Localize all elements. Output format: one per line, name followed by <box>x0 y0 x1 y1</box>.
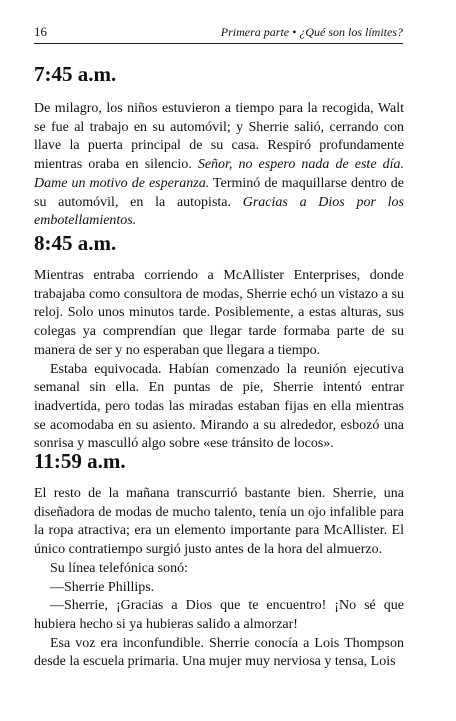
text-run: —Sherrie Phillips. <box>50 579 155 595</box>
page-number: 16 <box>34 24 47 39</box>
paragraph <box>34 597 404 634</box>
time-heading: 7:45 a.m. <box>34 62 117 86</box>
section-1159 <box>34 449 404 672</box>
running-head: Primera parte • ¿Qué son los límites? <box>220 25 403 39</box>
time-heading: 8:45 a.m. <box>34 231 117 255</box>
paragraph <box>34 267 404 361</box>
paragraph <box>34 635 404 672</box>
text-run: Estaba equivocada. Habían comenzado la reunión ejecutiva semanal sin ella. En puntas de pie, Sherrie intentó entrar inadvertida, pero todas las miradas estaban fijas en ella mientras se acomodaba en su asiento. Mirando a su alrededor, esbozó una sonrisa y masculló algo sobre «ese tránsito de locos». <box>34 361 404 452</box>
running-header <box>34 21 403 44</box>
section-745 <box>34 62 404 231</box>
paragraph <box>34 579 404 598</box>
italic-text: Gracias a Dios por los embotellamientos. <box>34 194 404 229</box>
section-body <box>34 267 404 454</box>
section-845 <box>34 231 404 454</box>
paragraph <box>34 560 404 579</box>
text-run: El resto de la mañana transcurrió bastante bien. Sherrie, una diseñadora de modas de mucho talento, tenía un ojo infalible para la ropa atractiva; era un elemento importante para McAllister. El único contratiempo surgió justo antes de la hora del almuerzo. <box>34 486 404 558</box>
italic-text: Señor, no espero nada de este día. Dame un motivo de esperanza. <box>34 157 404 191</box>
text-run: De milagro, los niños estuvieron a tiempo para la recogida, Walt se fue al trabajo en su automóvil; y Sherrie salió, cerrando con llave la puerta principal de su casa. Respiró profundamente mientras oraba en silencio. <box>34 101 404 173</box>
text-run: —Sherrie, ¡Gracias a Dios que te encuentro! ¡No sé que hubiera hecho si ya hubieras salido a almorzar! <box>34 598 404 632</box>
text-run: Su línea telefónica sonó: <box>50 560 189 576</box>
section-body <box>34 485 404 672</box>
paragraph <box>34 361 404 455</box>
text-run: Mientras entraba corriendo a McAllister Enterprises, donde trabajaba como consultora de modas, Sherrie echó un vistazo a su reloj. Solo unos minutos tarde. Posiblemente, a estas alturas, sus colegas ya comprendían que llegar tarde formaba parte de su manera de ser y no esperaban que llegara a tiempo. <box>34 268 404 358</box>
paragraph <box>34 485 404 560</box>
section-body <box>34 100 404 231</box>
text-run: Terminó de maquillarse dentro de su automóvil, en la autopista. <box>34 175 404 210</box>
text-run: Esa voz era inconfundible. Sherrie conocía a Lois Thompson desde la escuela primaria. Una mujer muy nerviosa y tensa, Lois <box>34 635 404 670</box>
time-heading: 11:59 a.m. <box>34 449 126 473</box>
paragraph <box>34 100 404 231</box>
